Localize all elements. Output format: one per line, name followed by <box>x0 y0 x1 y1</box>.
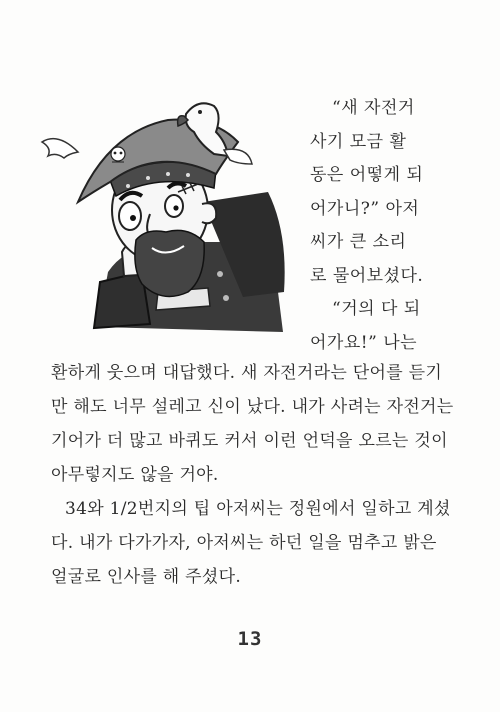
body-paragraphs <box>51 356 461 594</box>
text-line: 환하게 웃으며 대답했다. 새 자전거라는 단어를 듣기 <box>51 363 443 383</box>
wrapped-text-beside-illustration <box>310 92 460 360</box>
text-line: “새 자전거 <box>332 98 415 118</box>
text-line: 사기 모금 활 <box>310 131 407 152</box>
text-line: 34와 1/2번지의 팁 아저씨는 정원에서 일하고 계셨 <box>65 499 451 519</box>
text-line: 얼굴로 인사를 해 주셨다. <box>51 567 242 587</box>
text-line: 다. 내가 다가가자, 아저씨는 하던 일을 멈추고 밝은 <box>51 533 437 553</box>
pirate-with-parrot-illustration <box>38 92 296 332</box>
text-line: 어가요!” 나는 <box>310 332 418 353</box>
text-line: 동은 어떻게 되 <box>310 165 424 185</box>
text-line: 씨가 큰 소리 <box>310 232 407 252</box>
text-line: 만 해도 너무 설레고 신이 났다. 내가 사려는 자전거는 <box>51 397 454 417</box>
page-number: 13 <box>237 628 263 650</box>
text-line: 아무렇지도 않을 거야. <box>51 465 219 485</box>
text-line: 로 물어보셨다. <box>310 265 424 286</box>
text-line: 어가니?” 아저 <box>310 198 420 219</box>
text-line: 기어가 더 많고 바퀴도 커서 이런 언덕을 오르는 것이 <box>51 431 448 451</box>
text-line: “거의 다 되 <box>332 299 421 319</box>
